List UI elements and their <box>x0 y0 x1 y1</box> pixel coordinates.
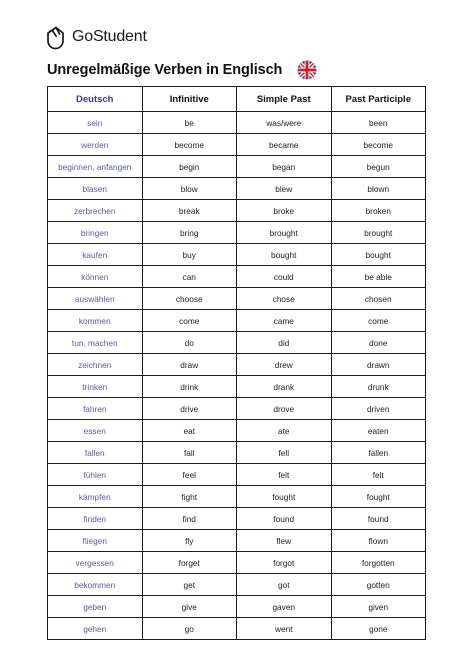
cell-simple-past: chose <box>237 288 332 310</box>
cell-past-participle: gotten <box>331 574 426 596</box>
table-row <box>48 310 426 332</box>
header-deutsch: Deutsch <box>48 87 143 112</box>
table-body <box>48 112 426 640</box>
cell-infinitive: give <box>142 596 237 618</box>
cell-past-participle: forgotten <box>331 552 426 574</box>
irregular-verbs-table <box>47 86 426 640</box>
cell-deutsch: werden <box>48 134 143 156</box>
cell-infinitive: begin <box>142 156 237 178</box>
cell-simple-past: ate <box>237 420 332 442</box>
cell-deutsch: geben <box>48 596 143 618</box>
cell-deutsch: fliegen <box>48 530 143 552</box>
cell-past-participle: given <box>331 596 426 618</box>
table-row <box>48 156 426 178</box>
cell-deutsch: kommen <box>48 310 143 332</box>
cell-infinitive: fall <box>142 442 237 464</box>
cell-simple-past: became <box>237 134 332 156</box>
table-row <box>48 222 426 244</box>
cell-deutsch: bekommen <box>48 574 143 596</box>
table-row <box>48 442 426 464</box>
cell-past-participle: eaten <box>331 420 426 442</box>
uk-flag-icon <box>297 60 317 80</box>
cell-simple-past: drove <box>237 398 332 420</box>
cell-deutsch: kaufen <box>48 244 143 266</box>
cell-deutsch: fühlen <box>48 464 143 486</box>
table-header-row <box>48 87 426 112</box>
table-row <box>48 134 426 156</box>
cell-simple-past: brought <box>237 222 332 244</box>
cell-past-participle: become <box>331 134 426 156</box>
table-row <box>48 288 426 310</box>
cell-deutsch: zeichnen <box>48 354 143 376</box>
cell-infinitive: do <box>142 332 237 354</box>
cell-deutsch: sein <box>48 112 143 134</box>
cell-infinitive: can <box>142 266 237 288</box>
cell-past-participle: gone <box>331 618 426 640</box>
cell-deutsch: fallen <box>48 442 143 464</box>
page-title: Unregelmäßige Verben in Englisch <box>47 62 283 78</box>
cell-past-participle: blown <box>331 178 426 200</box>
cell-infinitive: become <box>142 134 237 156</box>
cell-infinitive: draw <box>142 354 237 376</box>
cell-deutsch: gehen <box>48 618 143 640</box>
cell-infinitive: break <box>142 200 237 222</box>
cell-simple-past: gaven <box>237 596 332 618</box>
header-past-participle: Past Participle <box>331 87 426 112</box>
cell-simple-past: blew <box>237 178 332 200</box>
cell-infinitive: fly <box>142 530 237 552</box>
cell-past-participle: broken <box>331 200 426 222</box>
cell-infinitive: fight <box>142 486 237 508</box>
cell-simple-past: was/were <box>237 112 332 134</box>
cell-deutsch: können <box>48 266 143 288</box>
cell-simple-past: drank <box>237 376 332 398</box>
cell-infinitive: drink <box>142 376 237 398</box>
cell-past-participle: found <box>331 508 426 530</box>
cell-deutsch: zerbrechen <box>48 200 143 222</box>
table-row <box>48 574 426 596</box>
header-infinitive: Infinitive <box>142 87 237 112</box>
cell-infinitive: come <box>142 310 237 332</box>
cell-simple-past: went <box>237 618 332 640</box>
brand-header <box>44 22 147 52</box>
cell-past-participle: flown <box>331 530 426 552</box>
cell-simple-past: felt <box>237 464 332 486</box>
cell-infinitive: find <box>142 508 237 530</box>
cell-deutsch: finden <box>48 508 143 530</box>
table-row <box>48 332 426 354</box>
cell-simple-past: flew <box>237 530 332 552</box>
cell-deutsch: blasen <box>48 178 143 200</box>
table-row <box>48 244 426 266</box>
cell-infinitive: buy <box>142 244 237 266</box>
cell-past-participle: fallen <box>331 442 426 464</box>
cell-deutsch: tun, machen <box>48 332 143 354</box>
cell-simple-past: found <box>237 508 332 530</box>
gostudent-mouse-logo-icon <box>44 24 66 50</box>
cell-deutsch: beginnen, anfangen <box>48 156 143 178</box>
cell-simple-past: forgot <box>237 552 332 574</box>
cell-simple-past: broke <box>237 200 332 222</box>
table-row <box>48 464 426 486</box>
cell-infinitive: blow <box>142 178 237 200</box>
cell-deutsch: kämpfen <box>48 486 143 508</box>
cell-past-participle: drunk <box>331 376 426 398</box>
cell-infinitive: be <box>142 112 237 134</box>
cell-infinitive: feel <box>142 464 237 486</box>
cell-past-participle: chosen <box>331 288 426 310</box>
table-row <box>48 420 426 442</box>
cell-past-participle: been <box>331 112 426 134</box>
cell-deutsch: fahren <box>48 398 143 420</box>
cell-infinitive: get <box>142 574 237 596</box>
cell-deutsch: auswählen <box>48 288 143 310</box>
cell-deutsch: vergessen <box>48 552 143 574</box>
cell-deutsch: bringen <box>48 222 143 244</box>
table-row <box>48 486 426 508</box>
cell-past-participle: be able <box>331 266 426 288</box>
cell-simple-past: could <box>237 266 332 288</box>
cell-simple-past: fought <box>237 486 332 508</box>
cell-past-participle: fought <box>331 486 426 508</box>
table-row <box>48 376 426 398</box>
cell-past-participle: done <box>331 332 426 354</box>
cell-past-participle: come <box>331 310 426 332</box>
cell-deutsch: essen <box>48 420 143 442</box>
cell-simple-past: did <box>237 332 332 354</box>
cell-simple-past: got <box>237 574 332 596</box>
cell-infinitive: go <box>142 618 237 640</box>
cell-infinitive: eat <box>142 420 237 442</box>
table-row <box>48 200 426 222</box>
cell-past-participle: bought <box>331 244 426 266</box>
table-row <box>48 552 426 574</box>
cell-simple-past: bought <box>237 244 332 266</box>
table-row <box>48 508 426 530</box>
table-row <box>48 178 426 200</box>
cell-simple-past: fell <box>237 442 332 464</box>
cell-past-participle: felt <box>331 464 426 486</box>
cell-deutsch: trinken <box>48 376 143 398</box>
header-simple-past: Simple Past <box>237 87 332 112</box>
table-row <box>48 112 426 134</box>
cell-infinitive: forget <box>142 552 237 574</box>
brand-name: GoStudent <box>72 28 147 45</box>
cell-past-participle: driven <box>331 398 426 420</box>
cell-simple-past: came <box>237 310 332 332</box>
cell-infinitive: choose <box>142 288 237 310</box>
cell-infinitive: drive <box>142 398 237 420</box>
table-row <box>48 618 426 640</box>
cell-simple-past: drew <box>237 354 332 376</box>
cell-past-participle: begun <box>331 156 426 178</box>
table-row <box>48 354 426 376</box>
cell-simple-past: began <box>237 156 332 178</box>
table-row <box>48 398 426 420</box>
cell-past-participle: brought <box>331 222 426 244</box>
cell-infinitive: bring <box>142 222 237 244</box>
cell-past-participle: drawn <box>331 354 426 376</box>
title-row <box>47 58 317 82</box>
table-row <box>48 266 426 288</box>
table-row <box>48 596 426 618</box>
table-row <box>48 530 426 552</box>
